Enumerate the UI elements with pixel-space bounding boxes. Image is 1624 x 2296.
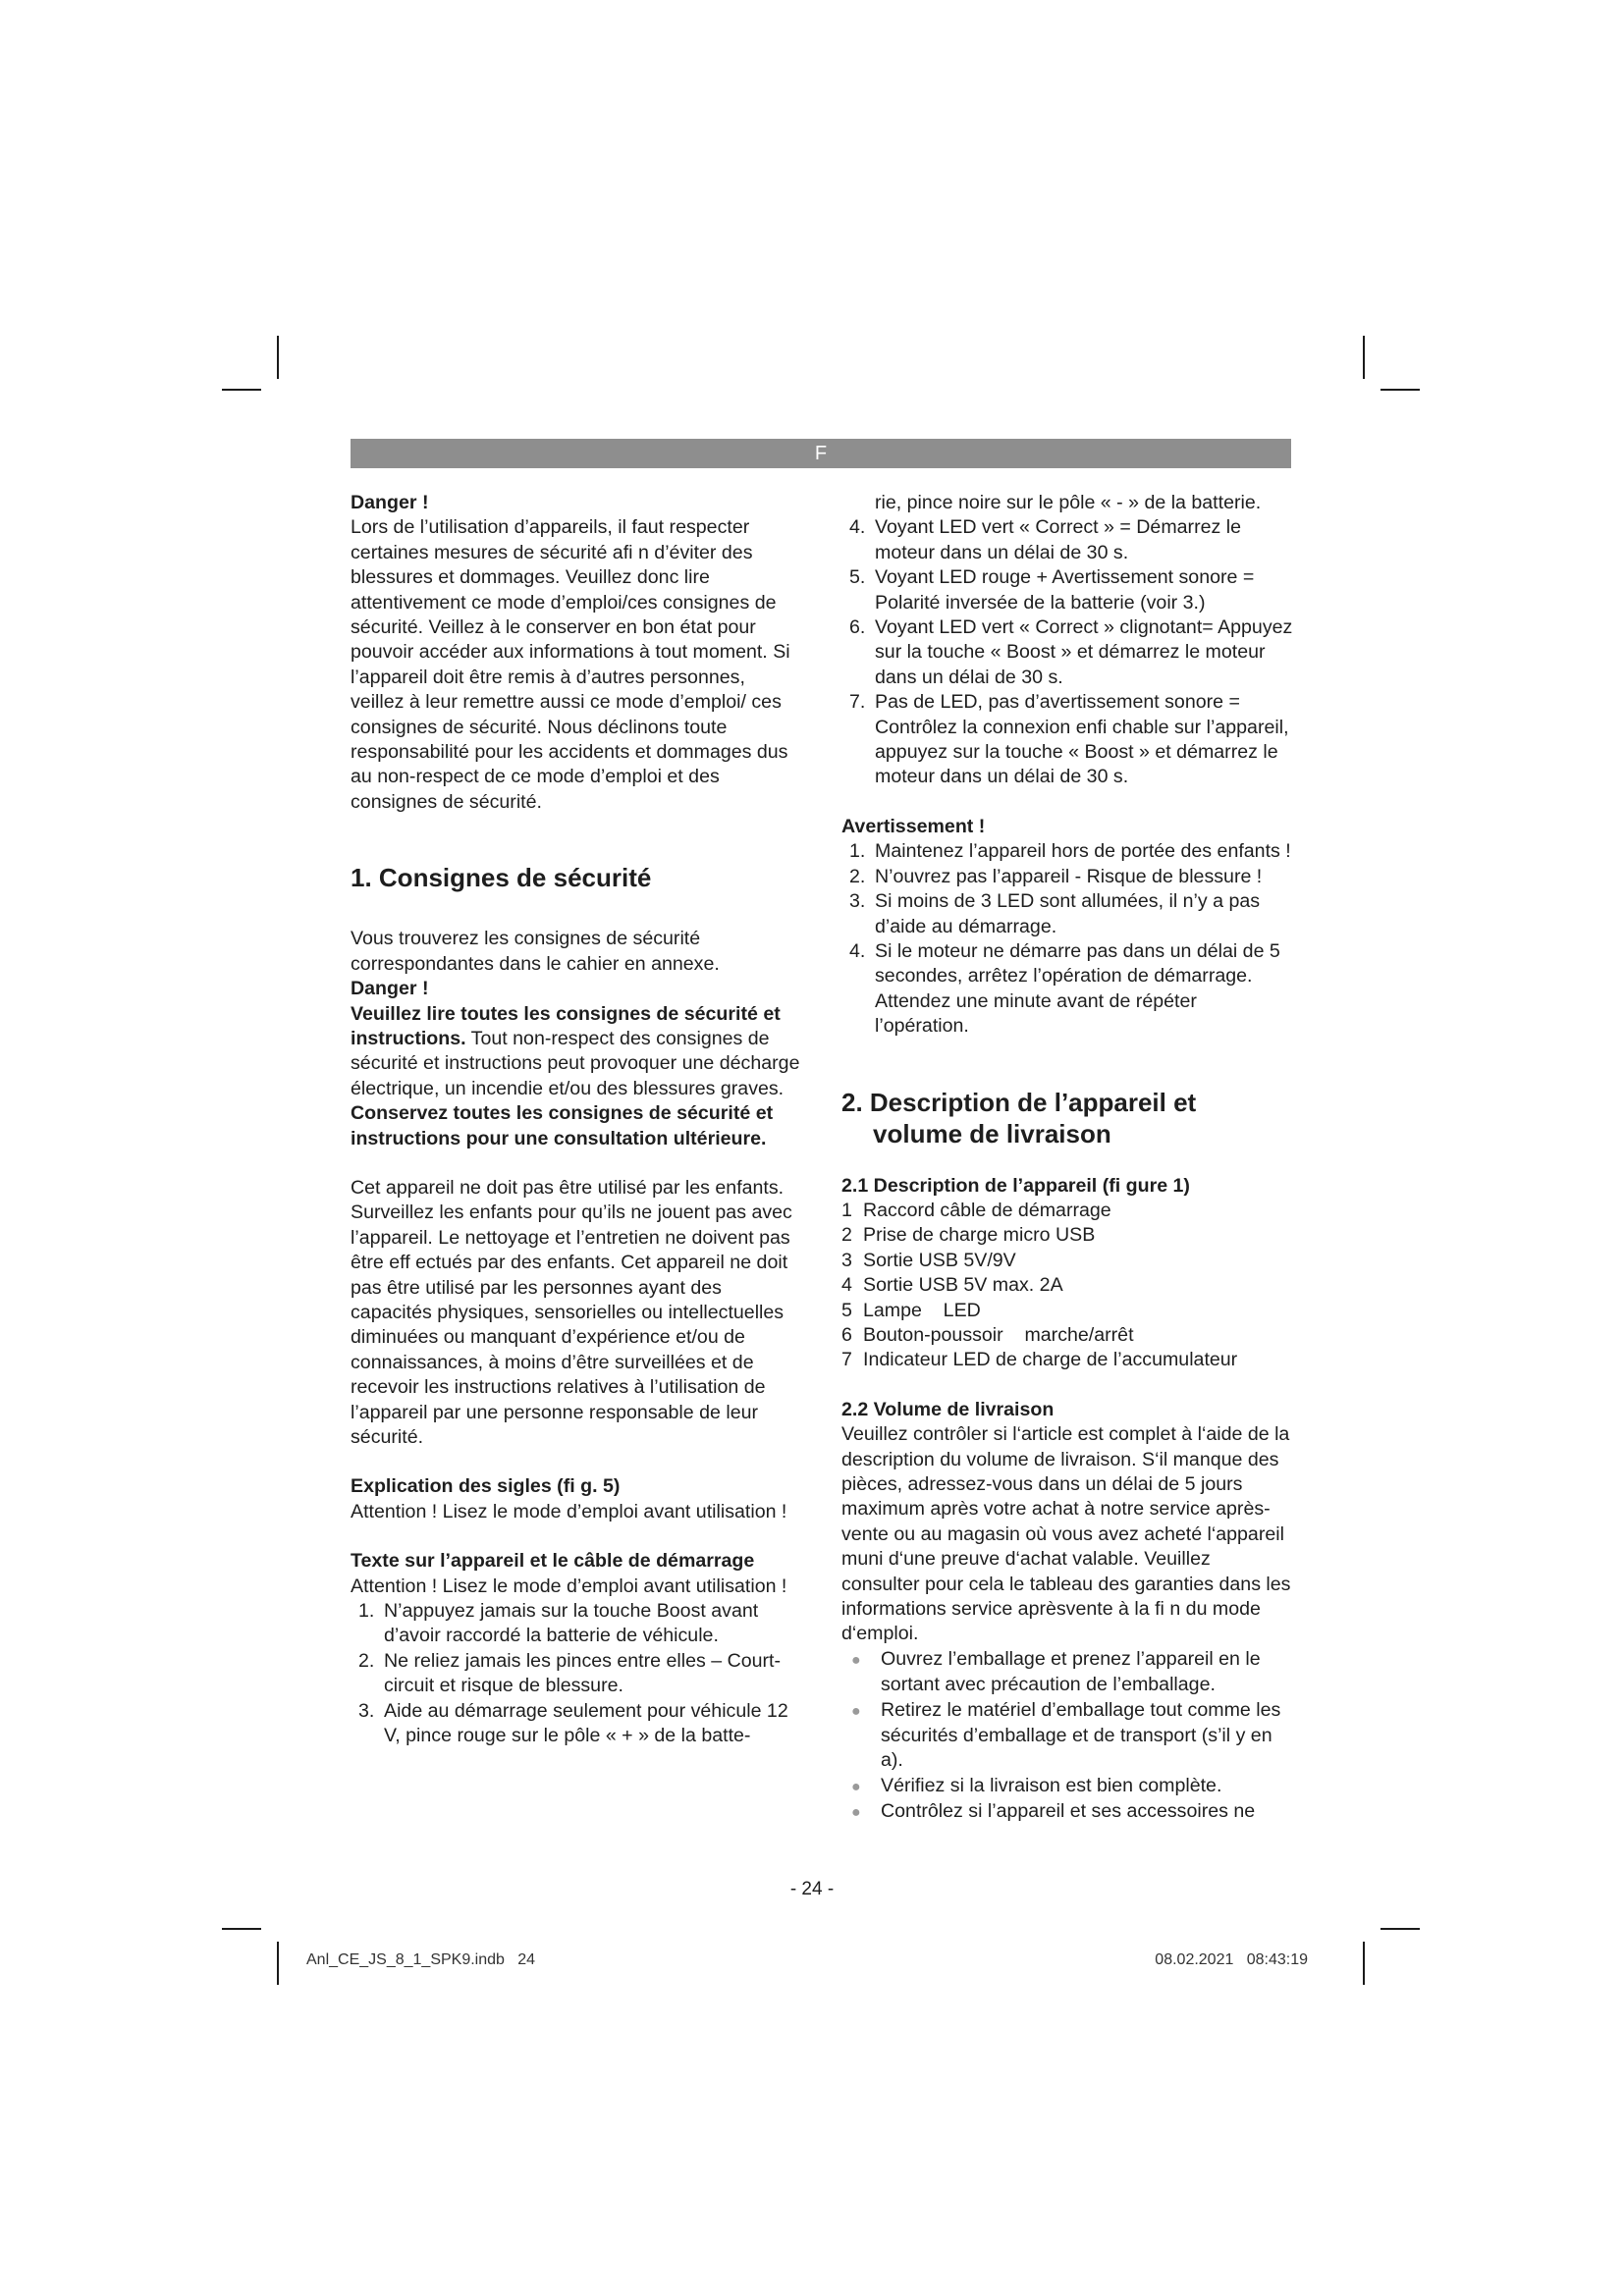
keep-instructions: Conservez toutes les consignes de sécurité et instructions pour une consultation ultérieure. — [351, 1102, 774, 1149]
sigles-text: Attention ! Lisez le mode d’emploi avant utilisation ! — [351, 1500, 787, 1522]
list-item: ● Contrôlez si l’appareil et ses accessoires ne — [841, 1799, 1293, 1825]
crop-mark — [1363, 1942, 1365, 1985]
list-item: ● Retirez le matériel d’emballage tout comme les sécurités d’emballage et de transport (s’il y en a). — [851, 1698, 1281, 1772]
page-number: - 24 - — [789, 1879, 835, 1899]
read-instructions-text: Tout non-respect des consignes de sécurité et instructions peut provoquer une décharge électrique, un incendie et/ou des blessures graves. — [351, 1027, 800, 1099]
footer-timestamp: 08.02.2021 08:43:19 — [1155, 1951, 1308, 1968]
section-1-title: 1. Consignes de sécurité — [351, 863, 652, 893]
list-item: ● Vérifiez si la livraison est bien complète. — [841, 1774, 1293, 1799]
children-paragraph: Cet appareil ne doit pas être utilisé par les enfants. Surveillez les enfants pour qu’ils ne jouent pas avec l’appareil. Le nettoyage et l’entretien ne doivent pas être eff ectués par des enfants. Cet appareil ne doit pas être utilisé par les personnes ayant des capacités physiques, sensorielles ou intellectuelles diminuées ou manquant d’expérience et/ou de connaissances, à moins d’être surveillées et de recevoir les instructions relatives à l’utilisation de l’appareil par une personne responsable de leur sécurité. — [351, 1176, 792, 1448]
crop-mark — [1380, 389, 1420, 391]
bullet-icon: ● — [851, 1804, 861, 1822]
crop-mark — [1380, 1928, 1420, 1930]
parts-list — [841, 1199, 1293, 1373]
crop-mark — [222, 1928, 261, 1930]
crop-mark — [1363, 336, 1365, 379]
list-item: 2 Prise de charge micro USB — [841, 1224, 1096, 1247]
list-item: 4. Voyant LED vert « Correct » = Démarrez le moteur dans un délai de 30 s. — [849, 516, 1241, 563]
warning-heading: Avertissement ! — [841, 815, 986, 837]
crop-mark — [277, 1942, 279, 1985]
list-item: 6. Voyant LED vert « Correct » clignotant= Appuyez sur la touche « Boost » et démarrez le moteur dans un délai de 30 s. — [849, 616, 1293, 688]
list-item: 1. Maintenez l’appareil hors de portée des enfants ! — [849, 840, 1291, 863]
read-instructions-bold: Veuillez lire toutes les consignes de sécurité et instructions. — [351, 1002, 781, 1049]
danger-paragraph: Lors de l’utilisation d’appareils, il faut respecter certaines mesures de sécurité afi n d’éviter des blessures et dommages. Veuillez donc lire attentivement ce mode d’emploi/ces consignes de sécurité. Veillez à le conserver en bon état pour pouvoir accéder aux informations à tout moment. Si l’appareil doit être remis à d’autres personnes, veillez à leur remettre aussi ce mode d’emploi/ ces consignes de sécurité. Nous déclinons toute responsabilité pour les accidents et dommages dus au non-respect de ce mode d’emploi et des consignes de sécurité. — [351, 516, 790, 813]
language-header-bar — [351, 439, 1291, 468]
list-item: 5. Voyant LED rouge + Avertissement sonore = Polarité inversée de la batterie (voir 3.) — [849, 566, 1255, 614]
danger-heading-2: Danger ! — [351, 978, 429, 1000]
device-text-heading: Texte sur l’appareil et le câble de démarrage — [351, 1550, 755, 1573]
list-item: 5 Lampe LED — [841, 1299, 981, 1321]
list-item: 6 Bouton-poussoir marche/arrêt — [841, 1323, 1134, 1346]
bullet-icon: ● — [851, 1651, 861, 1669]
danger-heading: Danger ! — [351, 492, 429, 513]
crop-mark — [222, 389, 261, 391]
section-1-intro: Vous trouverez les consignes de sécurité correspondantes dans le cahier en annexe. — [351, 928, 720, 975]
section-2-title: 2. Description de l’appareil et volume de livraison — [841, 1087, 1197, 1148]
crop-mark — [277, 336, 279, 379]
list-item: 4. Si le moteur ne démarre pas dans un délai de 5 secondes, arrêtez l’opération de démarrage. Attendez une minute avant de répéter l’opération. — [849, 939, 1280, 1038]
led-list — [841, 515, 1293, 789]
list-item: 7 Indicateur LED de charge de l’accumulateur — [841, 1349, 1238, 1371]
continuation-text: rie, pince noire sur le pôle « - » de la batterie. — [875, 492, 1262, 513]
right-column — [841, 491, 1293, 1826]
list-item: 1. N’appuyez jamais sur la touche Boost avant d’avoir raccordé la batterie de véhicule. — [358, 1600, 759, 1647]
delivery-paragraph: Veuillez contrôler si l‘article est complet à l‘aide de la description du volume de livraison. S‘il manque des pièces, adressez-vous dans un délai de 5 jours maximum après votre achat à notre service après-vente ou au magasin où vous avez acheté l‘appareil muni d‘une preuve d‘achat valable. Veuillez consulter pour cela le tableau des garanties dans les informations service aprèsvente à la fi n du mode d‘emploi. — [841, 1423, 1291, 1645]
sigles-heading: Explication des sigles (fi g. 5) — [351, 1475, 621, 1498]
list-item: 3. Si moins de 3 LED sont allumées, il n’y a pas d’aide au démarrage. — [849, 890, 1261, 937]
left-column — [351, 491, 802, 1748]
list-item: 3 Sortie USB 5V/9V — [841, 1249, 1016, 1271]
list-item: 4 Sortie USB 5V max. 2A — [841, 1274, 1063, 1297]
bullet-icon: ● — [851, 1702, 861, 1720]
warning-list — [841, 839, 1293, 1039]
list-item: ● Ouvrez l’emballage et prenez l’appareil en le sortant avec précaution de l’emballage. — [851, 1647, 1261, 1696]
delivery-bullets — [841, 1647, 1293, 1826]
list-item: 2. N’ouvrez pas l’appareil - Risque de blessure ! — [849, 865, 1263, 887]
list-item: 3. Aide au démarrage seulement pour véhicule 12 V, pince rouge sur le pôle « + » de la batte- — [358, 1699, 788, 1747]
subsection-2-1-title: 2.1 Description de l’appareil (fi gure 1) — [841, 1174, 1190, 1197]
device-text-intro: Attention ! Lisez le mode d’emploi avant utilisation ! — [351, 1575, 787, 1597]
bullet-icon: ● — [851, 1778, 861, 1795]
list-item: 7. Pas de LED, pas d’avertissement sonore = Contrôlez la connexion enfi chable sur l’appareil, appuyez sur la touche « Boost » et démarrez le moteur dans un délai de 30 s. — [849, 691, 1289, 788]
footer-file-name: Anl_CE_JS_8_1_SPK9.indb 24 — [306, 1951, 536, 1968]
list-item: 2. Ne reliez jamais les pinces entre elles – Court-circuit et risque de blessure. — [358, 1649, 782, 1697]
language-label: F — [814, 443, 828, 464]
list-item: 1 Raccord câble de démarrage — [841, 1199, 1111, 1221]
device-text-list — [351, 1599, 802, 1748]
read-instructions-paragraph — [351, 1002, 802, 1102]
subsection-2-2-title: 2.2 Volume de livraison — [841, 1398, 1055, 1420]
